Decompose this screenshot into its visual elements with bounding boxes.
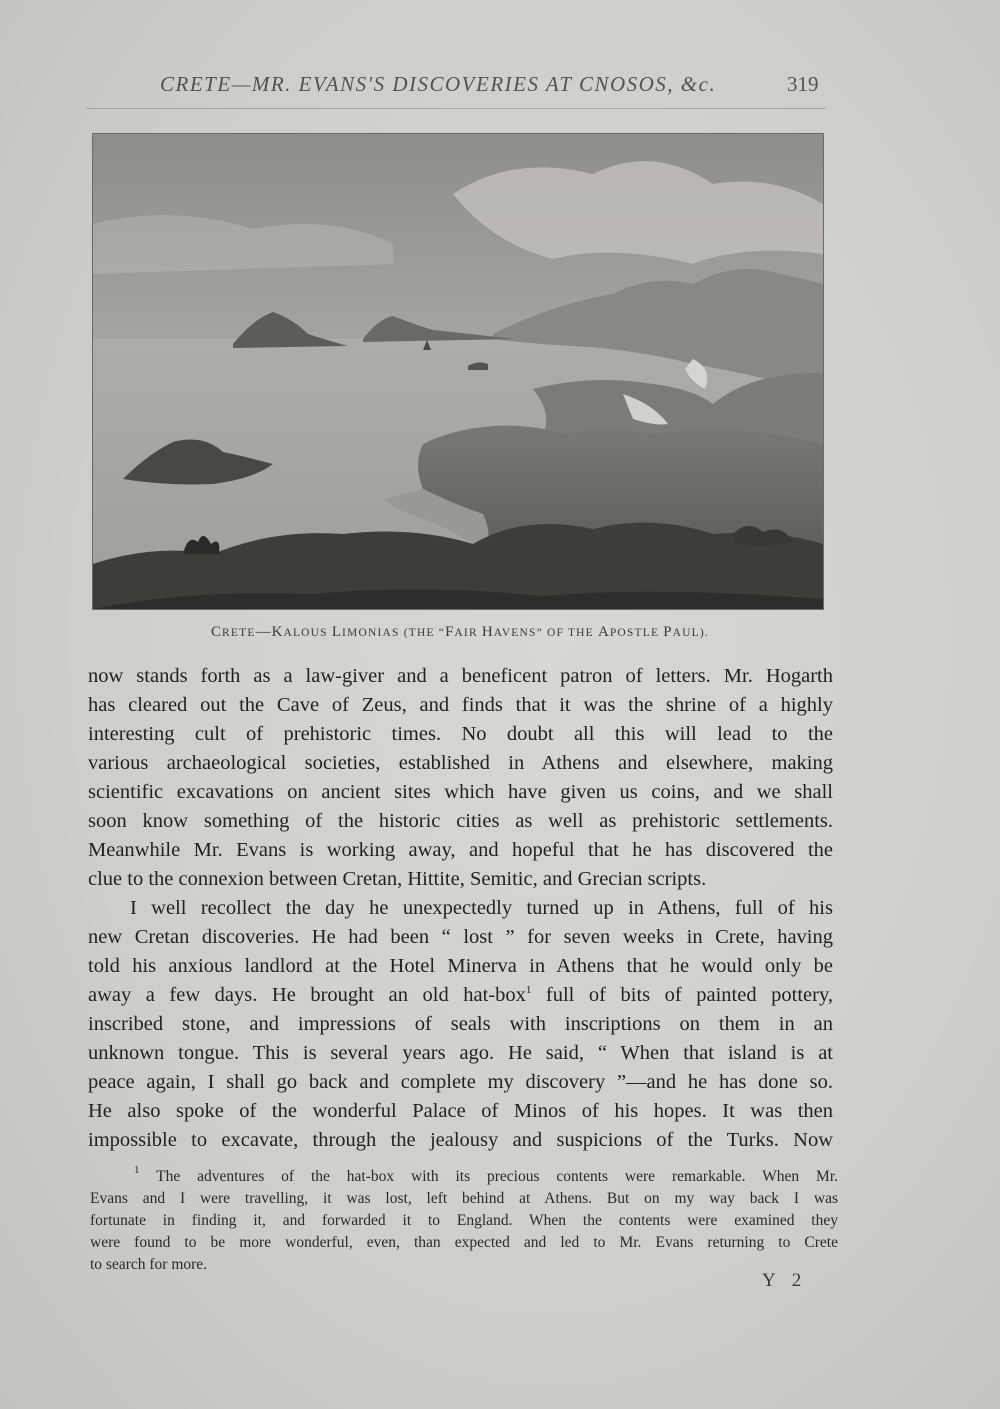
text-line: He also spoke of the wonderful Palace of Minos of his hopes. It was then	[88, 1100, 833, 1122]
caption-part: —	[255, 624, 272, 640]
engraving-plate	[92, 133, 824, 610]
page-number: 319	[787, 72, 819, 96]
footnote	[90, 1166, 838, 1276]
footnote-line	[90, 1166, 838, 1188]
text-line: various archaeological societies, established in Athens and elsewhere, making	[88, 752, 833, 774]
caption-part: P	[663, 624, 673, 640]
caption-part: AVENS” OF THE	[493, 627, 598, 639]
caption-part: ALOUS	[283, 627, 332, 639]
text-line: new Cretan discoveries. He had been “ lost ” for seven weeks in Crete, having	[88, 926, 833, 948]
signature-mark: Y 2	[762, 1270, 808, 1291]
text-line: I well recollect the day he unexpectedly turned up in Athens, full of his	[130, 897, 833, 919]
text-line: Meanwhile Mr. Evans is working away, and hopeful that he has discovered the	[88, 839, 833, 861]
text-line: unknown tongue. This is several years ago. He said, “ When that island is at	[88, 1042, 833, 1064]
footnote-marker: 1	[134, 1164, 140, 1176]
text-line: inscribed stone, and impressions of seals with inscriptions on them in an	[88, 1013, 833, 1035]
text-segment: full of bits of painted pottery,	[531, 984, 833, 1006]
text-line: told his anxious landlord at the Hotel Minerva in Athens that he would only be	[88, 955, 833, 977]
caption-part: AIR	[454, 627, 482, 639]
caption-part: IMONIAS (THE “	[342, 627, 446, 639]
text-line: now stands forth as a law-giver and a beneficent patron of letters. Mr. Hogarth	[88, 665, 833, 687]
caption-part: A	[597, 624, 610, 640]
caption-part: F	[445, 624, 455, 640]
caption-part: AUL).	[672, 627, 709, 639]
header-rule	[86, 108, 826, 109]
body-text	[88, 662, 833, 1155]
caption-part: RETE	[222, 627, 256, 639]
plate-caption	[90, 624, 830, 641]
caption-part: C	[211, 624, 223, 640]
text-line-with-footnote-ref	[88, 981, 833, 1010]
paragraph-1	[88, 662, 833, 894]
footnote-reference[interactable]: 1	[525, 984, 532, 996]
text-line: scientific excavations on ancient sites which have given us coins, and we shall	[88, 781, 833, 803]
text-line: interesting cult of prehistoric times. No doubt all this will lead to the	[88, 723, 833, 745]
coastal-landscape-illustration	[93, 134, 823, 609]
caption-part: H	[481, 624, 494, 640]
paragraph-2	[88, 894, 833, 1155]
caption-part: K	[271, 624, 284, 640]
footnote-line: to search for more.	[90, 1256, 208, 1273]
text-segment: away a few days. He brought an old hat-box	[88, 984, 526, 1006]
footnote-text: The adventures of the hat-box with its precious contents were remarkable. When Mr.	[156, 1168, 838, 1185]
footnote-line: were found to be more wonderful, even, than expected and led to Mr. Evans returning to Crete	[90, 1234, 838, 1251]
footnote-line: Evans and I were travelling, it was lost, left behind at Athens. But on my way back I was	[90, 1190, 838, 1207]
caption-part: L	[331, 624, 343, 640]
caption-part: POSTLE	[609, 627, 664, 639]
running-head: CRETE—MR. EVANS'S DISCOVERIES AT CNOSOS, &c.	[160, 72, 717, 96]
text-line: peace again, I shall go back and complete my discovery ”—and he has done so.	[88, 1071, 833, 1093]
footnote-line: fortunate in finding it, and forwarded it to England. When the contents were examined they	[90, 1212, 838, 1229]
text-line: soon know something of the historic cities as well as prehistoric settlements.	[88, 810, 833, 832]
text-line: impossible to excavate, through the jealousy and suspicions of the Turks. Now	[88, 1129, 833, 1151]
text-line: has cleared out the Cave of Zeus, and finds that it was the shrine of a highly	[88, 694, 833, 716]
text-line: clue to the connexion between Cretan, Hittite, Semitic, and Grecian scripts.	[88, 868, 707, 890]
